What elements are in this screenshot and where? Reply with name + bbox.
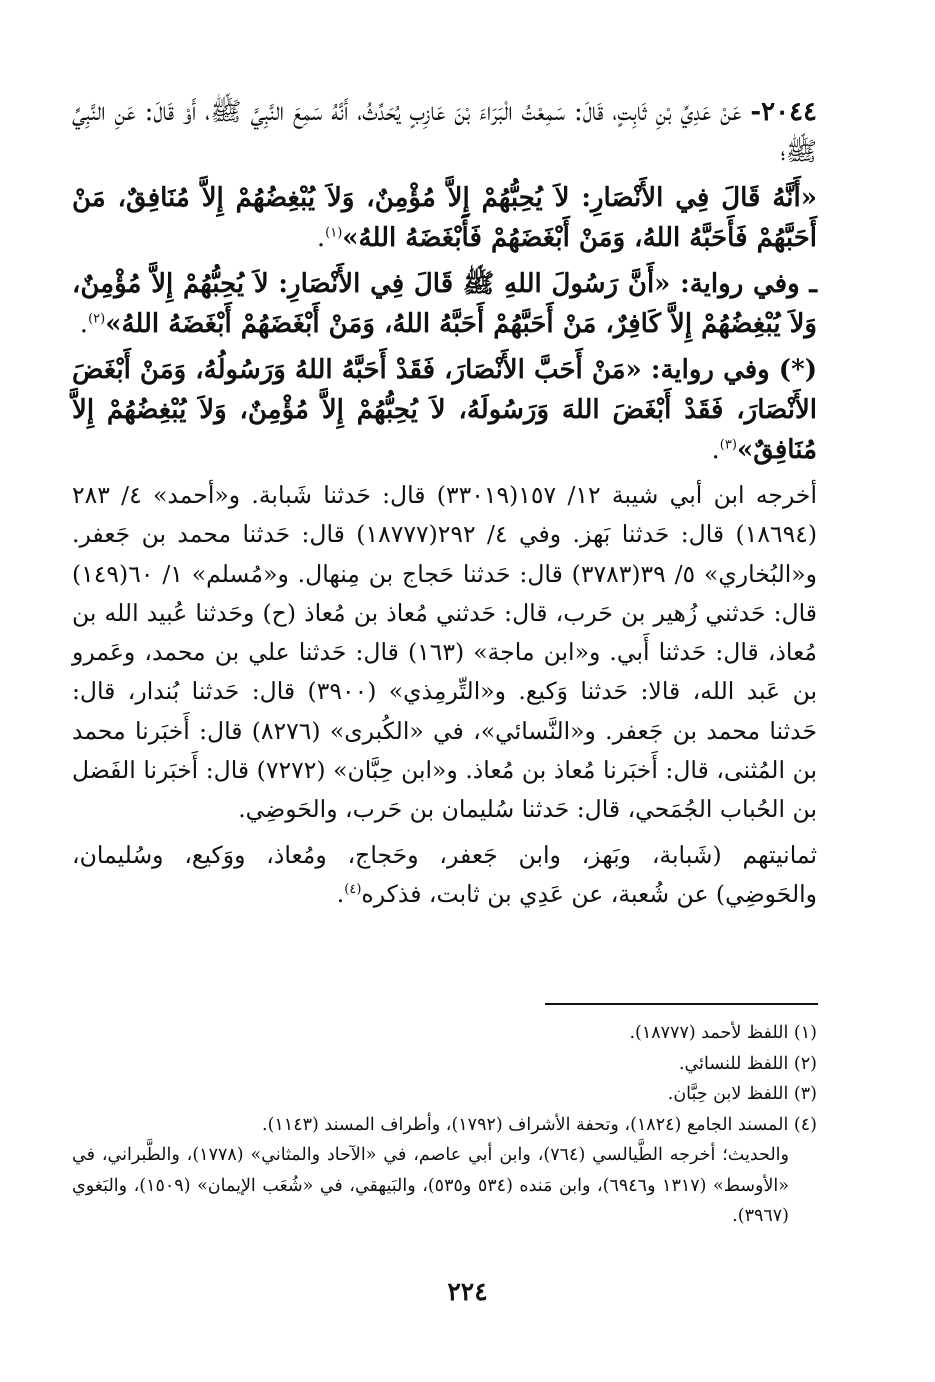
hadith-isnad-text: عَنْ عَدِيِّ بْنِ ثَابِتٍ، قَالَ: سَمِعْتُ الْبَرَاءَ بْنَ عَازِبٍ يُحَدِّثُ، أَنَّهُ سَمِعَ النَّبِيَّ ﷺ، أَوْ قَالَ: عَنِ النَّبِيِّ ﷺ؛ [72,97,817,167]
main-text [72,92,817,920]
page-number: ٢٢٤ [447,1277,488,1306]
footnote-divider [545,1003,818,1005]
footnote-ref-2: (٢) [88,311,106,327]
hadith-matn [72,178,817,258]
hadith-riwaya-3-end: . [711,435,720,465]
takhrij-paragraph [72,476,817,830]
takhrij-summary [72,836,817,915]
footnote-1: (١) اللفظ لأحمد (١٨٧٧٧). [629,1023,817,1043]
footnote-2: (٢) اللفظ للنسائي. [678,1053,817,1074]
footnote-ref-4: (٤) [344,882,362,898]
hadith-isnad [72,92,817,172]
takhrij-text: أخرجه ابن أبي شيبة ١٢/ ١٥٧(٣٣٠١٩) قال: حَدثنا شَبابة. و«أحمد» ٤/ ٢٨٣ (١٨٦٩٤) قال: حَدثنا بَهز. وفي ٤/ ٢٩٢(١٨٧٧٧) قال: حَدثنا محمد بن جَعفر. و«البُخاري» ٥/ ٣٩(٣٧٨٣) قال: حَدثنا حَجاج بن مِنهال. و«مُسلم» ١/ ٦٠(١٤٩) قال: حَدثني زُهير بن حَرب، قال: حَدثني مُعاذ بن مُعاذ (ح) وحَدثنا عُبيد الله بن مُعاذ، قال: حَدثنا أَبي. و«ابن ماجة» (١٦٣) قال: حَدثنا علي بن محمد، وعَمرو بن عَبد الله، قالا: حَدثنا وَكيع. و«التِّرمِذي» (٣٩٠٠) قال: حَدثنا بُندار، قال: حَدثنا محمد بن جَعفر. و«النَّسائي»، في «الكُبرى» (٨٢٧٦) قال: أَخبَرنا محمد بن المُثنى، قال: أَخبَرنا مُعاذ بن مُعاذ. و«ابن حِبَّان» (٧٢٧٢) قال: أَخبَرنا الفَضل بن الحُباب الجُمَحي، قال: حَدثنا سُليمان بن حَرب، والحَوضِي. [72,481,817,824]
footnote-4-continuation: والحديث؛ أخرجه الطَّيالسي (٧٦٤)، وابن أبي عاصم، في «الآحاد والمثاني» (١٧٧٨)، والطَّبراني، في «الأوسط» (١٣١٧ و٦٩٤٦)، وابن مَنده (٥٣٤ و٥٣٥)، والبَيهقي، في «شُعَب الإيمان» (١٥٠٩)، والبَغوي (٣٩٦٧). [72,1145,789,1226]
hadith-matn-end: . [316,223,326,253]
footnote-4: (٤) المسند الجامع (١٨٢٤)، وتحفة الأشراف (١٧٩٢)، وأطراف المسند (١١٤٣). [262,1114,817,1135]
hadith-riwaya-3-text: (*) وفي رواية: «مَنْ أَحَبَّ الأَنْصَارَ، فَقَدْ أَحَبَّهُ اللهُ وَرَسُولُهُ، وَمَنْ أَبْغَضَ الأَنْصَارَ، فَقَدْ أَبْغَضَ اللهَ وَرَسُولَهُ، لاَ يُحِبُّهُمْ إِلاَّ مُؤْمِنٌ، وَلاَ يُبْغِضُهُمْ إِلاَّ مُنَافِقٌ» [72,355,817,465]
hadith-riwaya-2 [72,264,817,344]
footnote-ref-1: (١) [325,225,343,241]
hadith-riwaya-3 [72,350,817,470]
hadith-riwaya-2-end: . [79,309,89,339]
hadith-number: ٢٠٤٤- [750,97,817,127]
takhrij-summary-end: . [336,879,345,908]
footnote-ref-3: (٣) [719,437,737,453]
hadith-riwaya-2-text: ـ وفي رواية: «أَنَّ رَسُولَ اللهِ ﷺ قَالَ فِي الأَنْصَارِ: لاَ يُحِبُّهُمْ إِلاَّ مُؤْمِنٌ، وَلاَ يُبْغِضُهُمْ إِلاَّ كَافِرٌ، مَنْ أَحَبَّهُمْ أَحَبَّهُ اللهُ، وَمَنْ أَبْغَضَهُمْ أَبْغَضَهُ اللهُ» [72,269,817,339]
footnote-3: (٣) اللفظ لابن حِبَّان. [667,1084,817,1104]
takhrij-summary-text: ثمانيتهم (شَبابة، وبَهز، وابن جَعفر، وحَجاج، ومُعاذ، ووَكيع، وسُليمان، والحَوضِي) عن شُعبة، عن عَدِي بن ثابت، فذكره [72,840,817,908]
hadith-matn-text: «أَنَّهُ قَالَ فِي الأَنْصَارِ: لاَ يُحِبُّهُمْ إِلاَّ مُؤْمِنٌ، وَلاَ يُبْغِضُهُمْ إِلاَّ مُنَافِقٌ، مَنْ أَحَبَّهُمْ فَأَحَبَّهُ اللهُ، وَمَنْ أَبْغَضَهُمْ فَأَبْغَضَهُ اللهُ» [72,183,817,253]
footnotes [72,1018,817,1232]
